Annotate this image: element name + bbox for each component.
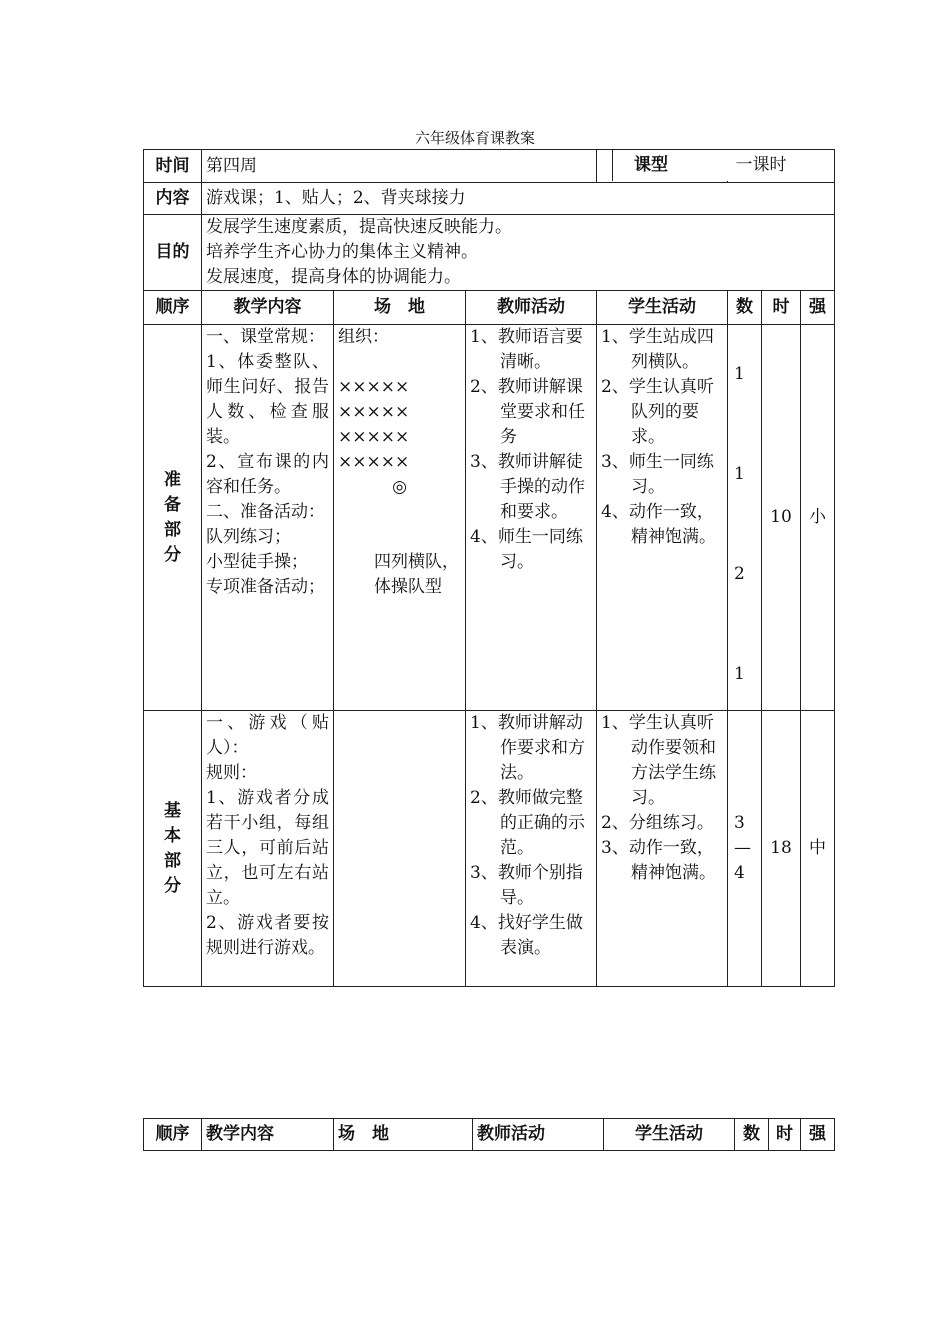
col-venue: 场 地 bbox=[334, 291, 466, 325]
teacher-mark: ◎ bbox=[392, 477, 407, 497]
basic-teacher: 1、教师讲解动作要求和方法。 2、教师做完整的正确的示范。 3、教师个别指导。 4、找好学生做表演。 bbox=[466, 711, 597, 987]
footer-col-time: 时 bbox=[769, 1119, 801, 1151]
basic-time: 18 bbox=[762, 711, 801, 987]
prep-teacher: 1、教师语言要清晰。 2、教师讲解课堂要求和任务 3、教师讲解徒手操的动作和要求。 4、师生一同练习。 bbox=[466, 325, 597, 711]
footer-col-count: 数 bbox=[735, 1119, 769, 1151]
basic-student: 1、学生认真听动作要领和方法学生练习。 2、分组练习。 3、动作一致，精神饱满。 bbox=[597, 711, 728, 987]
footer-col-venue: 场 地 bbox=[334, 1119, 473, 1151]
page-title: 六年级体育课教案 bbox=[414, 129, 535, 147]
prep-time: 10 bbox=[762, 325, 801, 711]
col-intensity: 强 bbox=[801, 291, 835, 325]
prep-section-label: 准 备 部 分 bbox=[144, 325, 202, 711]
prep-venue: 组织： ××××× ××××× ××××× ××××× ◎ 四列横队，体操队型 bbox=[334, 325, 466, 711]
footer-col-teacher: 教师活动 bbox=[473, 1119, 604, 1151]
goal-item: 发展速度，提高身体的协调能力。 bbox=[206, 267, 461, 287]
formation-row: ××××× bbox=[338, 402, 410, 422]
col-order: 顺序 bbox=[144, 291, 202, 325]
footer-col-content: 教学内容 bbox=[202, 1119, 334, 1151]
basic-content: 一、游戏（贴人）： 规则： 1、游戏者分成若干小组，每组三人，可前后站立，也可左右站立。 2、游戏者要按规则进行游戏。 bbox=[202, 711, 334, 987]
goal-item: 发展学生速度素质，提高快速反映能力。 bbox=[206, 217, 512, 237]
time-label: 时间 bbox=[144, 150, 202, 183]
prep-student: 1、学生站成四列横队。 2、学生认真听队列的要求。 3、师生一同练习。 4、动作一致，精神饱满。 bbox=[597, 325, 728, 711]
footer-col-student: 学生活动 bbox=[604, 1119, 735, 1151]
col-time: 时 bbox=[762, 291, 801, 325]
col-teacher: 教师活动 bbox=[466, 291, 597, 325]
time-value: 第四周 bbox=[202, 150, 597, 183]
prep-intensity: 小 bbox=[801, 325, 835, 711]
formation-row: ××××× bbox=[338, 377, 410, 397]
lesson-plan-table bbox=[143, 149, 835, 987]
content-value: 游戏课；1、贴人；2、背夹球接力 bbox=[202, 183, 835, 215]
col-content: 教学内容 bbox=[202, 291, 334, 325]
basic-counts: 3 — 4 bbox=[728, 711, 762, 987]
col-student: 学生活动 bbox=[597, 291, 728, 325]
basic-intensity: 中 bbox=[801, 711, 835, 987]
goal-list bbox=[202, 215, 835, 291]
prep-counts: 1 1 2 1 bbox=[728, 325, 762, 711]
formation-row: ××××× bbox=[338, 427, 410, 447]
basic-venue bbox=[334, 711, 466, 987]
footer-col-intensity: 强 bbox=[801, 1119, 835, 1151]
formation-row: ××××× bbox=[338, 452, 410, 472]
content-label: 内容 bbox=[144, 183, 202, 215]
col-count: 数 bbox=[728, 291, 762, 325]
footer-header-table bbox=[143, 1118, 835, 1151]
basic-section-label: 基 本 部 分 bbox=[144, 711, 202, 987]
footer-col-order: 顺序 bbox=[144, 1119, 202, 1151]
type-label: 课型 bbox=[612, 150, 690, 181]
prep-content: 一、课堂常规： 1、体委整队、师生问好、报告人数、检查服装。 2、宣布课的内容和任务。 二、准备活动： 队列练习； 小型徒手操； 专项准备活动； bbox=[202, 325, 334, 711]
type-value: 一课时 bbox=[689, 150, 833, 181]
goal-label: 目的 bbox=[144, 215, 202, 291]
goal-item: 培养学生齐心协力的集体主义精神。 bbox=[206, 242, 478, 262]
